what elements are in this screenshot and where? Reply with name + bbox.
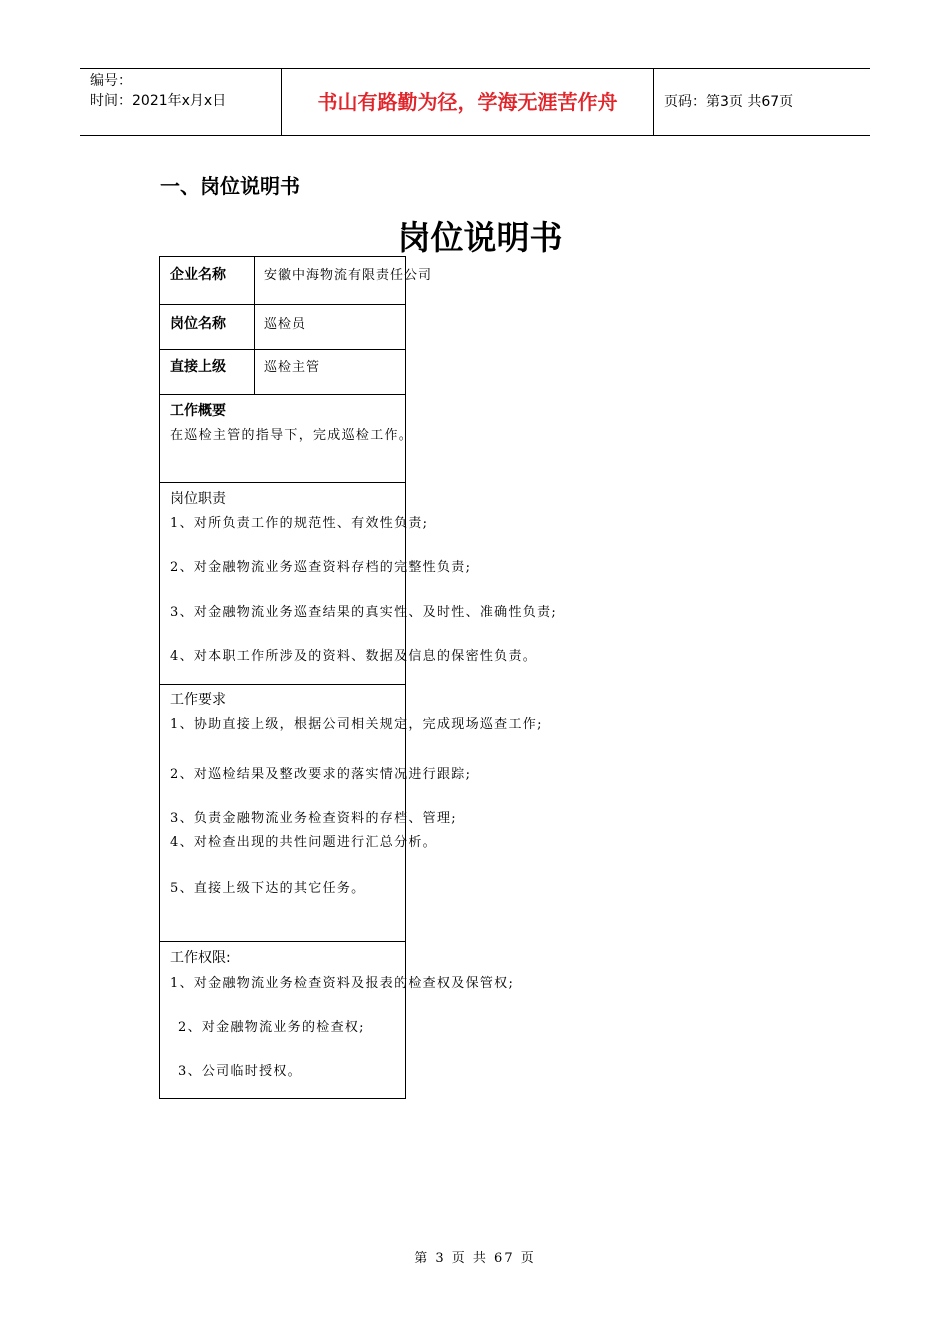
header-page-info: 页码：第3页 共67页 bbox=[664, 94, 794, 110]
document-title: 岗位说明书 bbox=[397, 218, 563, 257]
supervisor-row bbox=[160, 350, 405, 395]
summary-row bbox=[160, 395, 414, 483]
company-value: 安徽中海物流有限责任公司 bbox=[264, 268, 433, 283]
authority-item: 1、对金融物流业务检查资料及报表的检查权及保管权; bbox=[170, 976, 515, 991]
position-label: 岗位名称 bbox=[160, 305, 255, 349]
authority-item: 3、公司临时授权。 bbox=[178, 1064, 302, 1079]
duties-row bbox=[160, 483, 558, 685]
duty-item: 2、对金融物流业务巡查资料存档的完整性负责; bbox=[170, 560, 472, 575]
position-value: 巡检员 bbox=[264, 317, 307, 332]
requirement-item: 5、直接上级下达的其它任务。 bbox=[170, 881, 366, 896]
summary-text: 在巡检主管的指导下，完成巡检工作。 bbox=[170, 428, 414, 443]
supervisor-value: 巡检主管 bbox=[264, 360, 321, 375]
requirement-item: 2、对巡检结果及整改要求的落实情况进行跟踪; bbox=[170, 767, 472, 782]
authority-item: 2、对金融物流业务的检查权; bbox=[178, 1020, 365, 1035]
document-number-label: 编号： bbox=[90, 73, 132, 89]
header-motto: 书山有路勤为径，学海无涯苦作舟 bbox=[282, 69, 654, 135]
section-title: 一、岗位说明书 bbox=[160, 174, 300, 198]
header-meta-cell bbox=[80, 69, 282, 135]
document-time-label: 时间：2021年x月x日 bbox=[90, 93, 227, 109]
company-row bbox=[160, 257, 433, 305]
authority-title: 工作权限: bbox=[170, 950, 231, 966]
page-header bbox=[80, 68, 870, 136]
duties-title: 岗位职责 bbox=[170, 491, 226, 507]
requirement-item: 4、对检查出现的共性问题进行汇总分析。 bbox=[170, 835, 437, 850]
requirements-title: 工作要求 bbox=[170, 692, 226, 708]
requirement-item: 1、协助直接上级，根据公司相关规定，完成现场巡查工作; bbox=[170, 717, 543, 732]
supervisor-label: 直接上级 bbox=[160, 350, 255, 394]
requirement-item: 3、负责金融物流业务检查资料的存档、管理; bbox=[170, 811, 457, 826]
duty-item: 4、对本职工作所涉及的资料、数据及信息的保密性负责。 bbox=[170, 649, 538, 664]
summary-title: 工作概要 bbox=[170, 403, 226, 419]
requirements-row bbox=[160, 685, 543, 942]
duty-item: 3、对金融物流业务巡查结果的真实性、及时性、准确性负责; bbox=[170, 605, 558, 620]
position-row bbox=[160, 305, 405, 350]
duty-item: 1、对所负责工作的规范性、有效性负责; bbox=[170, 516, 429, 531]
authority-row bbox=[160, 942, 515, 1098]
page-footer: 第 3 页 共 67 页 bbox=[414, 1251, 536, 1266]
company-label: 企业名称 bbox=[160, 257, 255, 304]
job-description-table bbox=[159, 256, 558, 1099]
